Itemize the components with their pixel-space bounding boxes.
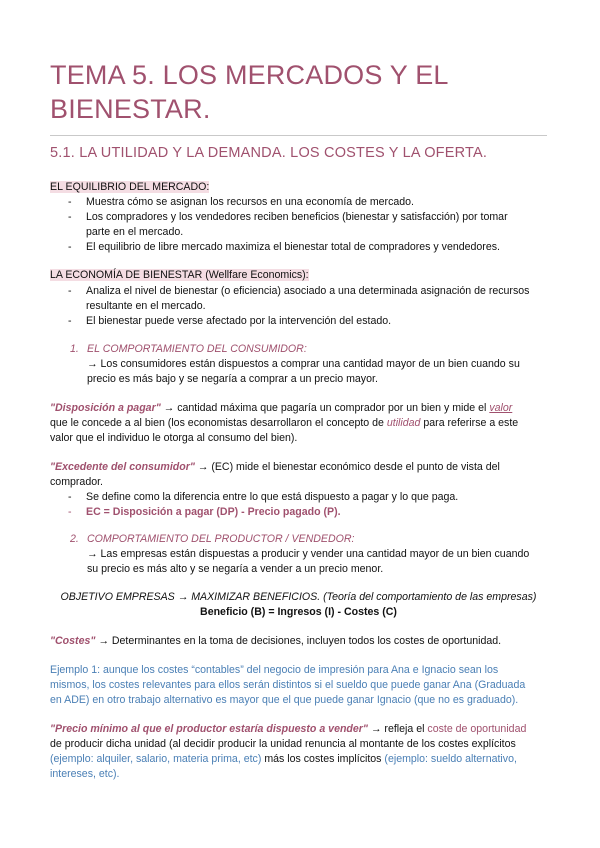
valor-term: valor: [489, 402, 513, 414]
beneficio-formula: Beneficio (B) = Ingresos (I) - Costes (C): [200, 606, 397, 618]
precio-minimo-line: intereses, etc).: [50, 768, 120, 780]
consumidor-number: 1.: [70, 343, 79, 355]
coste-oportunidad-term: coste de oportunidad: [427, 723, 527, 735]
consumidor-line: → Los consumidores están dispuestos a comprar una cantidad mayor de un bien cuando su: [87, 358, 520, 370]
title-divider: [50, 135, 547, 136]
precio-minimo-line: de producir dicha unidad (al decidir producir la unidad renuncia al montante de los costes explícitos: [50, 738, 516, 750]
bienestar-heading: LA ECONOMÍA DE BIENESTAR (Wellfare Economics):: [50, 269, 309, 281]
utilidad-term: utilidad: [386, 417, 421, 429]
ejemplo-line: en ADE) en otro trabajo alternativo es mayor que el que puede ganar Ignacio (que no es graduado).: [50, 694, 519, 706]
objetivo-line: OBJETIVO EMPRESAS → MAXIMIZAR BENEFICIOS. (Teoría del comportamiento de las empresas): [60, 591, 537, 603]
consumidor-heading: EL COMPORTAMIENTO DEL CONSUMIDOR:: [87, 343, 307, 355]
disposicion-line: que le concede a al bien (los economistas desarrollaron el concepto de utilidad para referirse a este: [50, 417, 519, 429]
excedente-term: "Excedente del consumidor": [50, 461, 195, 473]
productor-heading: COMPORTAMIENTO DEL PRODUCTOR / VENDEDOR:: [87, 533, 355, 545]
disposicion-term: "Disposición a pagar": [50, 402, 161, 414]
disposicion-line: valor que el individuo le otorga al consumo del bien).: [50, 432, 298, 444]
excedente-line: "Excedente del consumidor" → (EC) mide el bienestar económico desde el punto de vista del: [50, 461, 500, 473]
costes-line: "Costes" → Determinantes en la toma de decisiones, incluyen todos los costes de oportunidad.: [50, 635, 502, 647]
productor-line: → Las empresas están dispuestas a producir y vender una cantidad mayor de un bien cuando: [87, 548, 530, 560]
precio-minimo-line: "Precio mínimo al que el productor estaría dispuesto a vender" → refleja el coste de oportunidad: [50, 723, 527, 735]
ejemplo-line: mismos, los costes relevantes para ellos serán distintos si el sueldo que puede ganar Ana (Graduada: [50, 679, 526, 691]
section-subtitle: 5.1. LA UTILIDAD Y LA DEMANDA. LOS COSTES Y LA OFERTA.: [50, 145, 488, 161]
page-title: TEMA 5. LOS MERCADOS Y EL BIENESTAR.: [50, 60, 448, 124]
costes-term: "Costes": [50, 635, 96, 647]
productor-number: 2.: [70, 533, 79, 545]
precio-minimo-term: "Precio mínimo al que el productor estaría dispuesto a vender": [50, 723, 368, 735]
excedente-line: comprador.: [50, 476, 103, 488]
productor-line: su precio es más alto y se negaría a vender a un precio menor.: [87, 563, 384, 575]
consumidor-line: precio es más bajo y se negaría a comprar a un precio mayor.: [87, 373, 378, 385]
precio-minimo-line: (ejemplo: alquiler, salario, materia prima, etc) más los costes implícitos (ejemplo: sueldo alternativo,: [50, 753, 517, 765]
disposicion-line: "Disposición a pagar" → cantidad máxima que pagaría un comprador por un bien y mide el valor: [50, 402, 513, 414]
equilibrio-heading: EL EQUILIBRIO DEL MERCADO:: [50, 181, 210, 193]
document-page: TEMA 5. LOS MERCADOS Y EL BIENESTAR. 5.1. LA UTILIDAD Y LA DEMANDA. LOS COSTES Y LA OFERTA. EL EQUILIBRIO DEL MERCADO: - Muestra cómo se asignan los recursos en una economía de mercado. - Los compradores y los vendedores reciben beneficios (bienestar y satisfacción) por tomar parte en el mercado. - El equilibrio de libre mercado maximiza el bienestar total de compradores y vendedores. LA ECONOMÍA DE BIENESTAR (Wellfare Economics): - Analiza el nivel de bienestar (o eficiencia) asociado a una determinada asignación de recursos resultante en el mercado. - El bienestar puede verse afectado por la intervención del estado. 1. EL COMPORTAMIENTO DEL CONSUMIDOR: → Los consumidores están dispuestos a comprar una cantidad mayor de un bien cuando su precio es más bajo y se negaría a comprar a un precio mayor. "Disposición a pagar" → cantidad máxima que pagaría un comprador por un bien y mide el valor que le concede a al bien (los economistas desarrollaron el concepto de utilidad para referirse a este valor que el individuo le otorga al consumo del bien). "Excedente del consumidor" → (EC) mide el bienestar económico desde el punto de vista del comprador. - Se define como la diferencia entre lo que está dispuesto a pagar y lo que paga. - EC = Disposición a pagar (DP) - Precio pagado (P). 2. COMPORTAMIENTO DEL PRODUCTOR / VENDEDOR: → Las empresas están dispuestas a producir y vender una cantidad mayor de un bien cuando su precio es más alto y se negaría a vender a un precio menor. OBJETIVO EMPRESAS → MAXIMIZAR BENEFICIOS. (Teoría del comportamiento de las empresas) Beneficio (B) = Ingresos (I) - Costes (C) "Costes" → Determinantes en la toma de decisiones, incluyen todos los costes de oportunidad. Ejemplo 1: aunque los costes “contables” del negocio de impresión para Ana e Ignacio sean los mismos, los costes relevantes para ellos serán distintos si el sueldo que puede ganar Ana (Graduada en ADE) en otro trabajo alternativo es mayor que el que puede ganar Ignacio (que no es graduado). "Precio mínimo al que el productor estaría dispuesto a vender" → refleja el coste de oportunidad de producir dicha unidad (al decidir producir la unidad renuncia al montante de los costes explícitos (ejemplo: alquiler, salario, materia prima, etc) más los costes implícitos (ejemplo: sueldo alternativo, intereses, etc).: [0, 0, 600, 848]
ejemplo-line: Ejemplo 1: aunque los costes “contables” del negocio de impresión para Ana e Ignacio sean los: [50, 664, 499, 676]
